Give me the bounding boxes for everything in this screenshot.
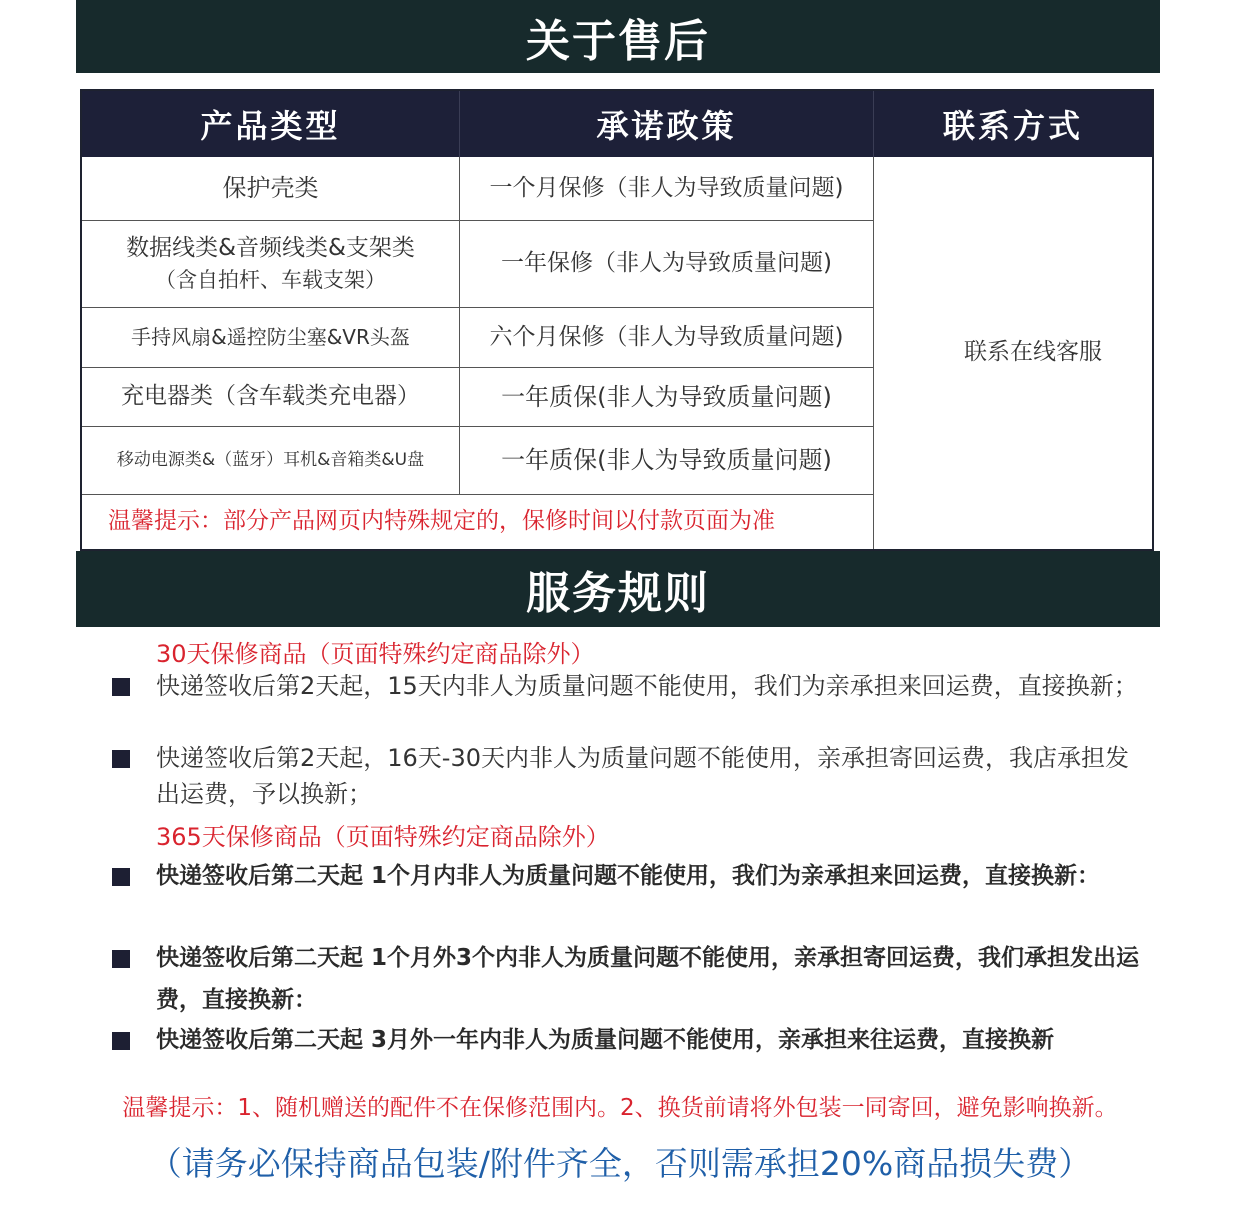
table-row-policy: 六个月保修（非人为导致质量问题) (489, 323, 844, 350)
bullet-square-icon (112, 868, 130, 886)
header-contact: 联系方式 (873, 91, 1152, 157)
service-rules-title: 服务规则 (526, 568, 710, 619)
after-sales-title: 关于售后 (526, 15, 710, 67)
header-policy: 承诺政策 (459, 91, 873, 157)
after-sales-banner (76, 0, 1160, 73)
bullet-square-icon (112, 950, 130, 968)
rule-item: 快递签收后第二天起 1个月内非人为质量问题不能使用，我们为亲承担来回运费，直接换新： (156, 863, 1101, 889)
service-rules-banner (76, 551, 1160, 627)
product-subtext: （含自拍杆、车载支架） (155, 268, 386, 293)
section-30-day-heading: 30天保修商品（页面特殊约定商品除外） (156, 640, 595, 668)
table-row-policy: 一年保修（非人为导致质量问题) (501, 250, 832, 277)
header-product-type: 产品类型 (82, 91, 459, 157)
rule-item: 快递签收后第二天起 3月外一年内非人为质量问题不能使用，亲承担来往运费，直接换新 (156, 1027, 1055, 1053)
table-tip: 温馨提示：部分产品网页内特殊规定的，保修时间以付款页面为准 (108, 508, 775, 535)
bullet-square-icon (112, 678, 130, 696)
bullet-square-icon (112, 1032, 130, 1050)
section-365-day-heading: 365天保修商品（页面特殊约定商品除外） (156, 823, 610, 851)
product-name: 数据线类&音频线类&支架类 (126, 235, 415, 262)
rule-item: 快递签收后第2天起，16天-30天内非人为质量问题不能使用，亲承担寄回运费，我店承担发出运费，予以换新； (156, 744, 1130, 808)
rule-item: 快递签收后第2天起，15天内非人为质量问题不能使用，我们为亲承担来回运费，直接换新； (156, 672, 1138, 700)
table-row-product: 保护壳类 (222, 174, 319, 203)
rule-item: 快递签收后第二天起 1个月外3个内非人为质量问题不能使用，亲承担寄回运费，我们承担发出运费，直接换新： (156, 945, 1140, 1013)
packaging-notice: （请务必保持商品包装/附件齐全，否则需承担20%商品损失费） (148, 1144, 1092, 1183)
table-row-product: 手持风扇&遥控防尘塞&VR头盔 (131, 325, 410, 349)
table-row-product: 移动电源类&（蓝牙）耳机&音箱类&U盘 (116, 450, 425, 471)
table-row-product: 充电器类（含车载类充电器） (121, 383, 420, 410)
table-row-policy: 一个月保修（非人为导致质量问题) (489, 174, 844, 201)
table-row-product (82, 221, 459, 307)
contact-online-service: 联系在线客服 (964, 339, 1102, 366)
warranty-table (80, 89, 1154, 551)
bullet-square-icon (112, 750, 130, 768)
table-row-policy: 一年质保(非人为导致质量问题) (501, 446, 832, 475)
table-row-policy: 一年质保(非人为导致质量问题) (501, 382, 832, 411)
bottom-tip: 温馨提示：1、随机赠送的配件不在保修范围内。2、换货前请将外包装一同寄回，避免影响换新。 (122, 1095, 1118, 1121)
